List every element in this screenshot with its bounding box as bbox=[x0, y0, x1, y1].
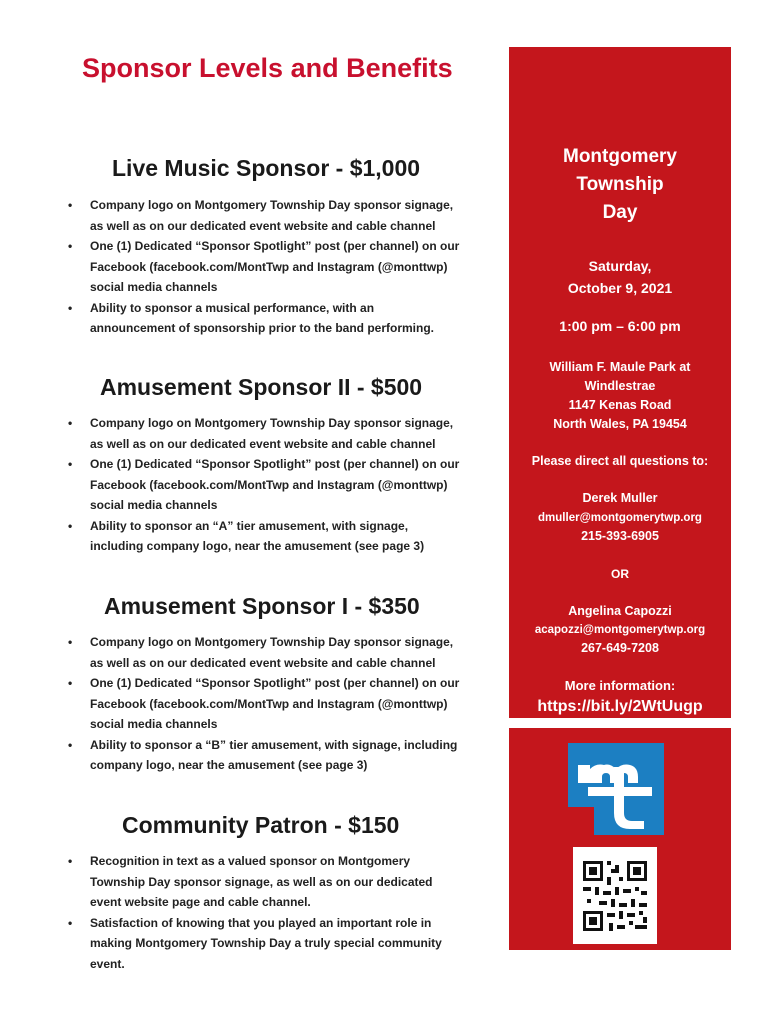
questions-label: Please direct all questions to: bbox=[531, 454, 709, 468]
level-title-live-music: Live Music Sponsor - $1,000 bbox=[112, 155, 421, 181]
benefit-list-community-patron bbox=[60, 851, 500, 974]
or-separator: OR bbox=[611, 567, 629, 581]
benefit-list-amusement-ii bbox=[60, 413, 530, 557]
benefit-item: • One (1) Dedicated “Sponsor Spotlight” post (per channel) on our Facebook (facebook.com/MontTwp and Instagram (@monttwp) social media channels bbox=[90, 673, 530, 735]
qr-code-icon[interactable] bbox=[573, 847, 657, 944]
benefit-list-live-music bbox=[60, 195, 530, 339]
contact-phone-2: 267-649-7208 bbox=[581, 641, 659, 655]
page-title: Sponsor Levels and Benefits bbox=[82, 53, 453, 83]
benefit-item: • Company logo on Montgomery Township Day sponsor signage, as well as on our dedicated event website and cable channel bbox=[90, 413, 530, 454]
benefit-item: • Ability to sponsor an “A” tier amusement, with signage, including company logo, near the amusement (see page 3) bbox=[90, 516, 530, 557]
benefit-item: • Satisfaction of knowing that you played an important role in making Montgomery Township Day a truly special community event. bbox=[90, 913, 500, 975]
benefit-item: • One (1) Dedicated “Sponsor Spotlight” post (per channel) on our Facebook (facebook.com/MontTwp and Instagram (@monttwp) social media channels bbox=[90, 236, 530, 298]
benefit-item: • Company logo on Montgomery Township Day sponsor signage, as well as on our dedicated event website and cable channel bbox=[90, 195, 530, 236]
more-info-link[interactable]: https://bit.ly/2WtUugp bbox=[537, 698, 703, 715]
benefit-list-amusement-i bbox=[60, 632, 530, 776]
level-title-amusement-i: Amusement Sponsor I - $350 bbox=[104, 593, 420, 619]
sponsor-levels-column bbox=[60, 50, 500, 971]
benefit-item: • One (1) Dedicated “Sponsor Spotlight” post (per channel) on our Facebook (facebook.com/MontTwp and Instagram (@monttwp) social media channels bbox=[90, 454, 530, 516]
more-info-label: More information: bbox=[564, 678, 676, 693]
level-title-community-patron: Community Patron - $150 bbox=[122, 812, 400, 838]
contact-name-2: Angelina Capozzi bbox=[568, 604, 672, 618]
benefit-item: • Company logo on Montgomery Township Day sponsor signage, as well as on our dedicated event website and cable channel bbox=[90, 632, 530, 673]
event-date: Saturday, October 9, 2021 bbox=[567, 258, 673, 296]
contact-phone-1: 215-393-6905 bbox=[581, 529, 659, 543]
contact-email-2[interactable]: acapozzi@montgomerytwp.org bbox=[534, 624, 706, 636]
level-title-amusement-ii: Amusement Sponsor II - $500 bbox=[100, 374, 423, 400]
benefit-item: • Ability to sponsor a “B” tier amusement, with signage, including company logo, near the amusement (see page 3) bbox=[90, 735, 530, 776]
event-time: 1:00 pm – 6:00 pm bbox=[559, 318, 681, 334]
event-title: Montgomery Township Day bbox=[563, 146, 677, 223]
contact-email-1[interactable]: dmuller@montgomerytwp.org bbox=[538, 512, 702, 524]
logo-panel bbox=[509, 728, 731, 950]
benefit-item: • Ability to sponsor a musical performance, with an announcement of sponsorship prior to the band performing. bbox=[90, 298, 530, 339]
event-address: William F. Maule Park at Windlestrae 1147 Kenas Road North Wales, PA 19454 bbox=[549, 360, 691, 431]
montgomery-township-logo-icon bbox=[568, 743, 664, 835]
contact-name-1: Derek Muller bbox=[582, 491, 658, 505]
benefit-item: • Recognition in text as a valued sponsor on Montgomery Township Day sponsor signage, as well as on our dedicated event website page and cable channel. bbox=[90, 851, 500, 913]
event-info-panel bbox=[509, 47, 731, 718]
